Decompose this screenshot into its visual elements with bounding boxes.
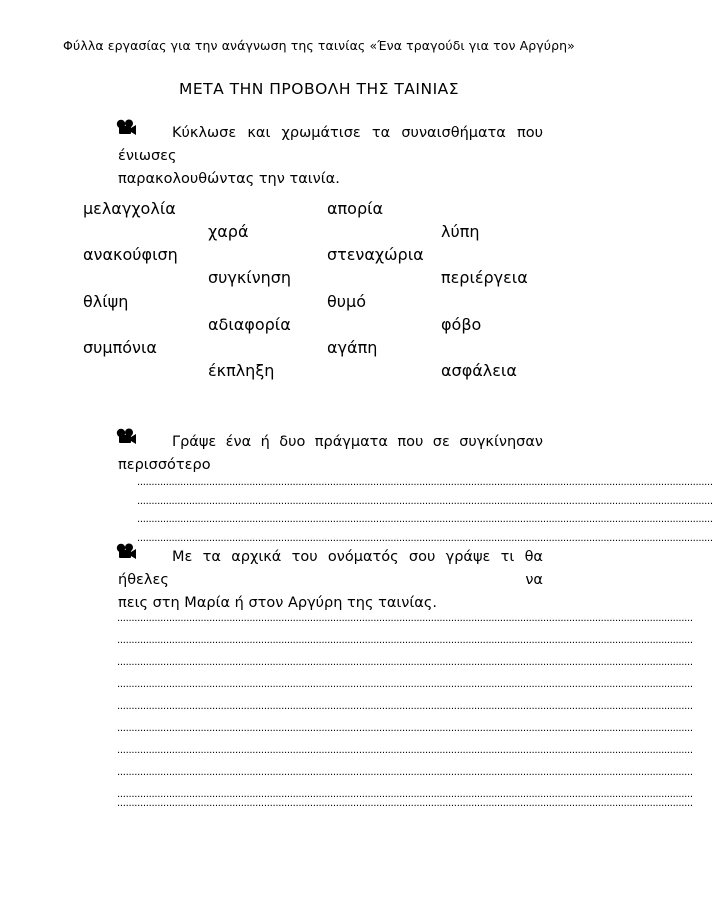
task-1-line-2: παρακολουθώντας την ταινία. xyxy=(118,171,340,187)
answer-line[interactable]: ........................................................................................................................................................................................................ xyxy=(117,767,693,778)
emotion-word[interactable]: ανακούφιση xyxy=(83,245,178,264)
answer-line[interactable]: ........................................................................................................................................................................................................ xyxy=(117,657,693,668)
answer-line[interactable]: ........................................................................................................................................................................................................ xyxy=(117,701,693,712)
task-3-line-1: Με τα αρχικά του ονόματός σου γράψε τι θα ήθελες να xyxy=(118,549,543,588)
answer-line[interactable]: ........................................................................................................................................................................................................ xyxy=(137,477,713,488)
page-header: Φύλλα εργασίας για την ανάγνωση της ταινίας «Ένα τραγούδι για τον Αργύρη» xyxy=(63,38,575,53)
emotion-word[interactable]: έκπληξη xyxy=(208,361,275,380)
answer-line[interactable]: ........................................................................................................................................................................................................ xyxy=(117,723,693,734)
emotion-word[interactable]: χαρά xyxy=(208,222,249,241)
task-2-line-1: Γράψε ένα ή δυο πράγματα που σε συγκίνησαν xyxy=(172,434,543,450)
task-3-instruction xyxy=(118,546,543,615)
emotion-word[interactable]: συμπόνια xyxy=(83,338,157,357)
answer-line[interactable]: ........................................................................................................................................................................................................ xyxy=(137,514,713,525)
emotion-word[interactable]: μελαγχολία xyxy=(83,199,176,218)
emotion-word[interactable]: ασφάλεια xyxy=(441,361,517,380)
emotion-word[interactable]: συγκίνηση xyxy=(208,268,292,287)
answer-line[interactable]: ........................................................................................................................................................................................................ xyxy=(117,745,693,756)
task-2-line-2: περισσότερο xyxy=(118,457,211,473)
answer-line[interactable]: ........................................................................................................................................................................................................ xyxy=(117,789,693,800)
emotion-word[interactable]: περιέργεια xyxy=(441,268,528,287)
page-title: ΜΕΤΑ ΤΗΝ ΠΡΟΒΟΛΗ ΤΗΣ ΤΑΙΝΙΑΣ xyxy=(178,80,460,98)
answer-line[interactable]: ........................................................................................................................................................................................................ xyxy=(117,613,693,624)
task-2-instruction xyxy=(118,431,543,477)
emotion-word[interactable]: θλίψη xyxy=(83,292,129,311)
emotion-word[interactable]: απορία xyxy=(327,199,384,218)
emotion-word[interactable]: λύπη xyxy=(441,222,480,241)
emotion-word[interactable]: στεναχώρια xyxy=(327,245,424,264)
emotion-word[interactable]: φόβο xyxy=(441,315,482,334)
answer-line[interactable]: ........................................................................................................................................................................................................ xyxy=(117,679,693,690)
answer-line[interactable]: ........................................................................................................................................................................................................ xyxy=(137,496,713,507)
answer-line[interactable]: ........................................................................................................................................................................................................ xyxy=(117,798,693,809)
answer-line[interactable]: ........................................................................................................................................................................................................ xyxy=(137,533,713,544)
answer-line[interactable]: ........................................................................................................................................................................................................ xyxy=(117,635,693,646)
task-1-line-1: Κύκλωσε και χρωμάτισε τα συναισθήματα που ένιωσες xyxy=(118,125,543,164)
emotion-word[interactable]: αδιαφορία xyxy=(208,315,291,334)
emotion-word[interactable]: θυμό xyxy=(327,292,367,311)
task-1-instruction xyxy=(118,122,543,191)
emotion-word[interactable]: αγάπη xyxy=(327,338,378,357)
task-3-line-2: πεις στη Μαρία ή στον Αργύρη της ταινίας. xyxy=(118,595,437,611)
